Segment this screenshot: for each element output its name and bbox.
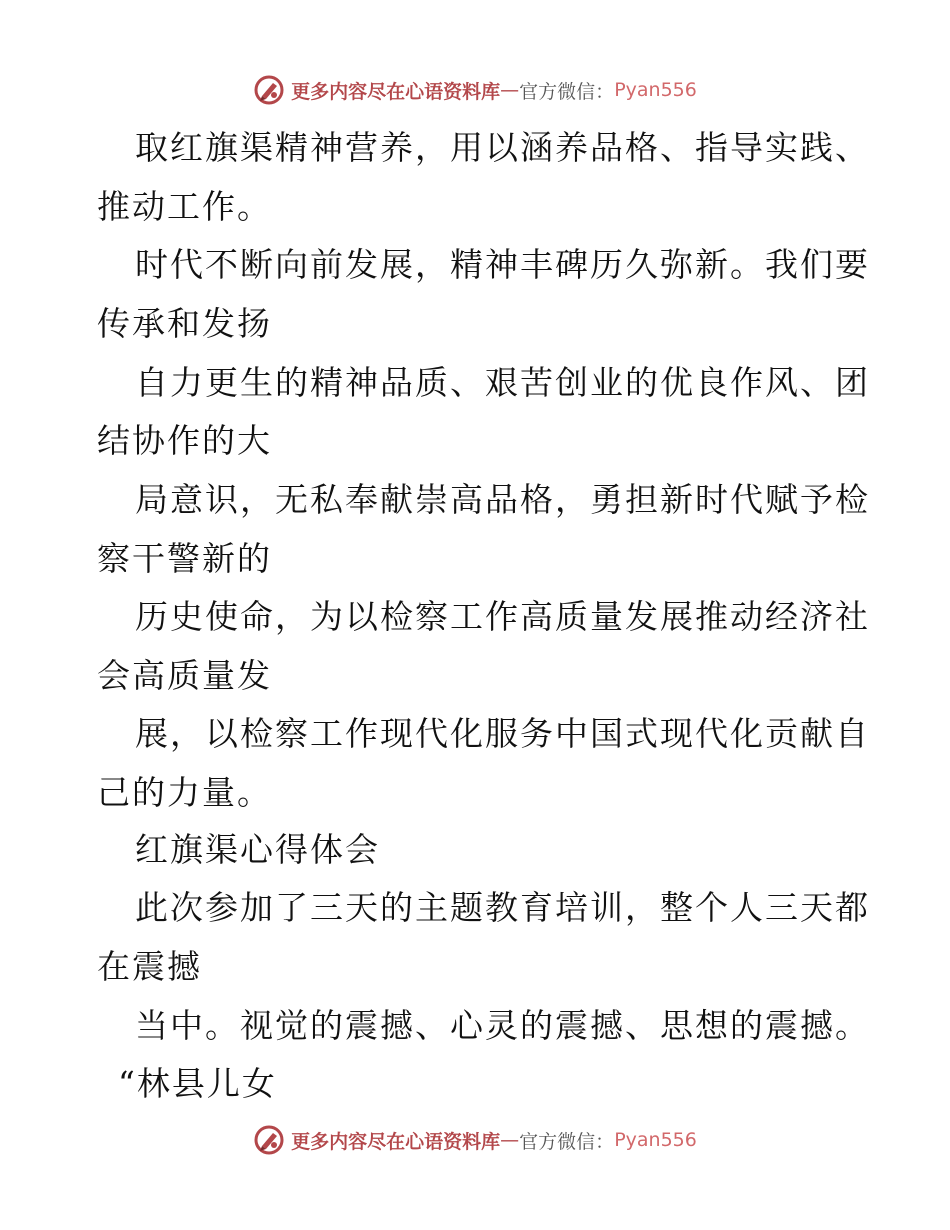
section-heading: 红旗渠心得体会: [135, 830, 380, 869]
body-line: 察干警新的: [97, 539, 272, 578]
body-line: 当中。视觉的震撼、心灵的震撼、思想的震撼。: [135, 1006, 870, 1045]
banner-wechat-id: Pyan556: [614, 79, 697, 101]
body-line: 局意识，无私奉献崇高品格，勇担新时代赋予检: [135, 480, 870, 519]
body-line: “林县儿女: [118, 1064, 277, 1103]
footer-watermark-banner: [0, 1122, 950, 1158]
body-line: 在震撼: [97, 947, 202, 986]
header-watermark-banner: [0, 72, 950, 108]
body-line: 会高质量发: [97, 656, 272, 695]
body-line: 取红旗渠精神营养，用以涵养品格、指导实践、: [135, 128, 870, 167]
banner-wechat-label: 官方微信：: [519, 80, 615, 103]
banner-dash: —: [500, 1129, 520, 1151]
body-line: 推动工作。: [97, 187, 272, 226]
body-line: 结协作的大: [97, 421, 272, 460]
banner-lead-text: 更多内容尽在心语资料库: [291, 1130, 501, 1153]
banner-wechat-label: 官方微信：: [519, 1130, 615, 1153]
pen-seal-logo-icon: [253, 74, 285, 106]
body-line: 历史使命，为以检察工作高质量发展推动经济社: [135, 597, 870, 636]
body-line: 展，以检察工作现代化服务中国式现代化贡献自: [135, 714, 870, 753]
pen-seal-logo-icon: [253, 1124, 285, 1156]
body-line: 时代不断向前发展，精神丰碑历久弥新。我们要: [135, 245, 870, 284]
banner-wechat-id: Pyan556: [614, 1129, 697, 1151]
body-line: 己的力量。: [97, 773, 272, 812]
body-line: 此次参加了三天的主题教育培训，整个人三天都: [135, 888, 870, 927]
body-line: 传承和发扬: [97, 304, 272, 343]
banner-lead-text: 更多内容尽在心语资料库: [291, 80, 501, 103]
banner-dash: —: [500, 79, 520, 101]
body-line: 自力更生的精神品质、艰苦创业的优良作风、团: [135, 363, 870, 402]
